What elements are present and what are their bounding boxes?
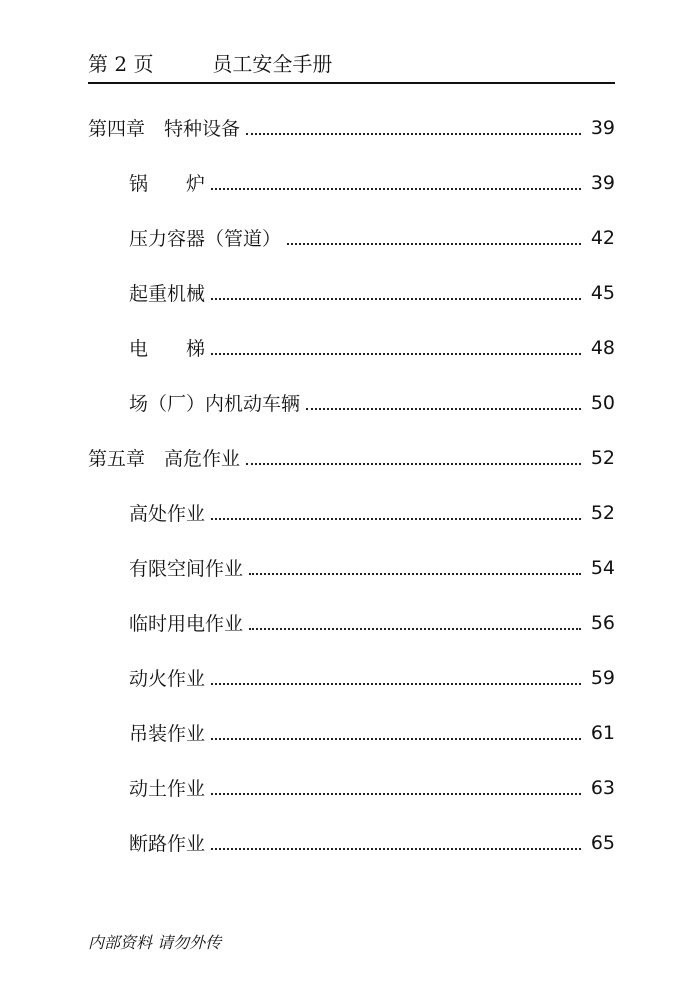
toc-entry-title: 吊装作业 [129,723,206,745]
toc-entry-page: 48 [590,336,615,359]
toc-section-hoisting[interactable] [88,705,615,760]
toc-entry-page: 63 [590,776,615,799]
header-document-title: 员工安全手册 [212,52,333,76]
toc-chapter-5[interactable] [88,430,615,485]
dot-leader [211,298,581,300]
toc-section-pressure-vessel[interactable] [88,210,615,265]
dot-leader [249,628,581,630]
dot-leader [246,463,581,465]
dot-leader [211,793,581,795]
toc-entry-page: 52 [590,501,615,524]
toc-entry-page: 65 [590,831,615,854]
toc-entry-page: 54 [590,556,615,579]
toc-entry-page: 59 [590,666,615,689]
toc-entry-title: 场（厂）内机动车辆 [129,393,301,415]
dot-leader [306,408,581,410]
toc-section-boiler[interactable] [88,155,615,210]
dot-leader [211,683,581,685]
toc-chapter-4[interactable] [88,100,615,155]
toc-entry-title: 临时用电作业 [129,613,244,635]
toc-section-lifting-machinery[interactable] [88,265,615,320]
toc-entry-page: 42 [590,226,615,249]
toc-entry-page: 50 [590,391,615,414]
toc-entry-title: 动火作业 [129,668,206,690]
toc-entry-title: 电 梯 [129,338,206,360]
toc-entry-page: 45 [590,281,615,304]
toc-section-temporary-power[interactable] [88,595,615,650]
toc-entry-title: 锅 炉 [129,173,206,195]
toc-entry-title: 第五章 高危作业 [88,448,241,470]
dot-leader [211,518,581,520]
toc-entry-title: 第四章 特种设备 [88,118,241,140]
toc-section-confined-space[interactable] [88,540,615,595]
page-footer: 内部资料 请勿外传 [88,933,222,952]
dot-leader [211,353,581,355]
toc-section-site-vehicles[interactable] [88,375,615,430]
toc-section-road-closure[interactable] [88,815,615,870]
dot-leader [211,738,581,740]
dot-leader [287,243,581,245]
toc-section-elevator[interactable] [88,320,615,375]
toc-section-work-at-height[interactable] [88,485,615,540]
toc-entry-title: 起重机械 [129,283,206,305]
dot-leader [246,133,581,135]
dot-leader [211,848,581,850]
toc-entry-page: 52 [590,446,615,469]
table-of-contents [88,100,615,870]
dot-leader [211,188,581,190]
toc-entry-page: 39 [590,171,615,194]
dot-leader [249,573,581,575]
toc-entry-title: 压力容器（管道） [129,228,282,250]
toc-entry-title: 断路作业 [129,833,206,855]
toc-section-hot-work[interactable] [88,650,615,705]
toc-entry-page: 56 [590,611,615,634]
header-page-number: 第 2 页 [88,52,154,76]
toc-entry-title: 动土作业 [129,778,206,800]
toc-entry-title: 有限空间作业 [129,558,244,580]
toc-section-excavation[interactable] [88,760,615,815]
toc-entry-page: 39 [590,116,615,139]
toc-entry-title: 高处作业 [129,503,206,525]
toc-entry-page: 61 [590,721,615,744]
page-header [88,46,615,84]
